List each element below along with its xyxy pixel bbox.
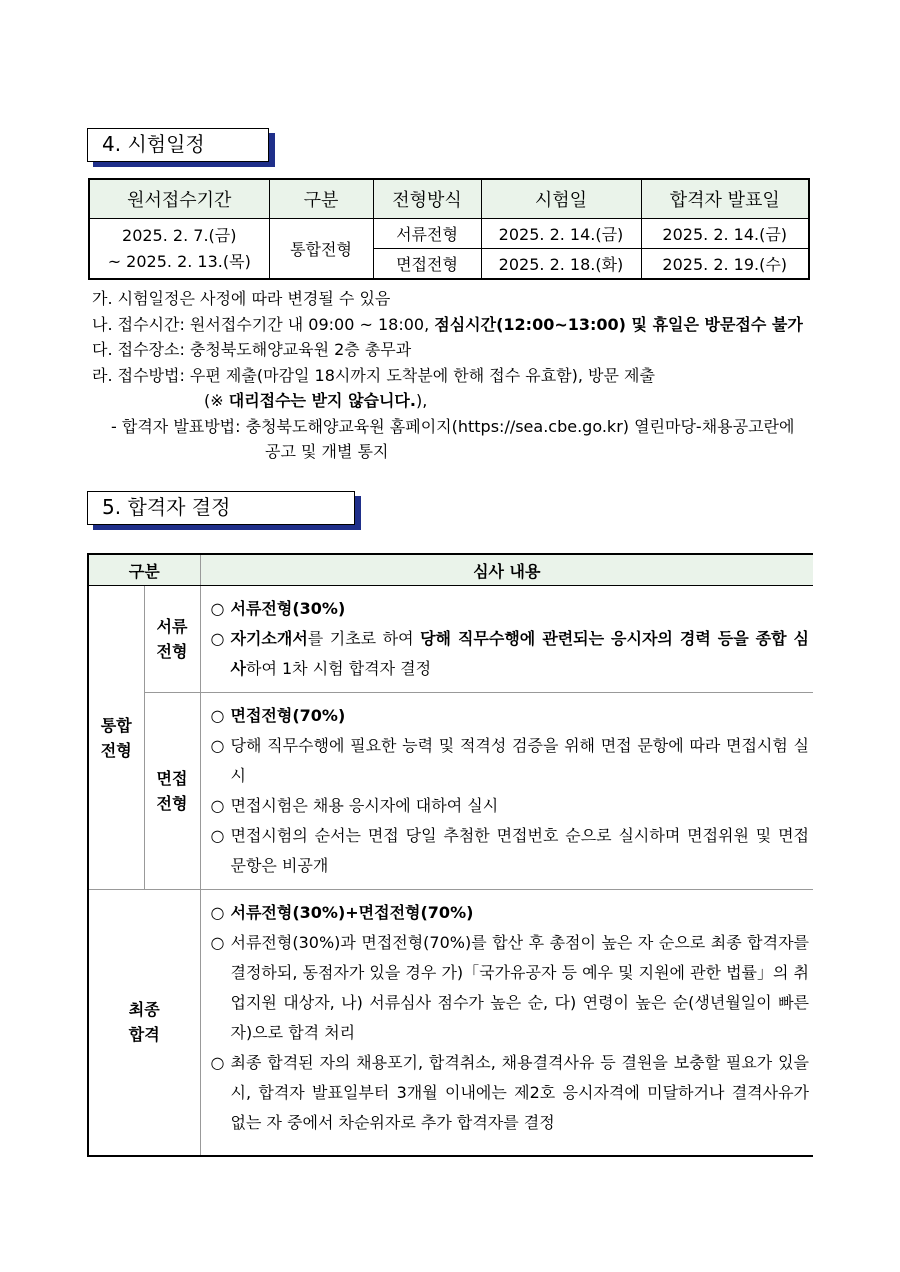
interview-label-line2: 전형 <box>156 794 188 813</box>
note-ra-proxy-bold: 대리접수는 받지 않습니다. <box>228 391 416 410</box>
final-item-3: 최종 합격된 자의 채용포기, 합격취소, 채용결격사유 등 결원을 보충할 필요가 있을 시, 합격자 발표일부터 3개월 이내에는 제2호 응시자격에 미달하거나 결격사유가 없는 자 중에서 차순위자로 추가 합격자를 결정 <box>230 1053 810 1132</box>
category-cell: 통합전형 <box>269 219 373 280</box>
header-application-period: 원서접수기간 <box>89 179 269 219</box>
bullet-mark: ○ <box>210 826 225 845</box>
exam-date-cell: 2025. 2. 18.(화) <box>481 249 641 280</box>
doc-label-line2: 전형 <box>156 642 188 661</box>
table-row <box>88 586 813 693</box>
interview-item-3: 면접시험은 채용 응시자에 대하여 실시 <box>230 796 499 815</box>
interview-label-line1: 면접 <box>156 769 188 788</box>
note-ga: 가. 시험일정은 사정에 따라 변경될 수 있음 <box>92 289 391 308</box>
bullet-mark: ○ <box>210 599 225 618</box>
doc-label-line1: 서류 <box>156 617 188 636</box>
bullet-mark: ○ <box>210 903 225 922</box>
note-ra: 라. 접수방법: 우편 제출(마감일 18시까지 도착분에 한해 접수 유효함), 방문 제출 <box>92 365 655 385</box>
bullet-mark: ○ <box>210 736 225 755</box>
list-item <box>207 928 810 1048</box>
announce-date-cell: 2025. 2. 19.(수) <box>641 249 809 280</box>
list-item <box>207 898 810 928</box>
header-category: 구분 <box>88 554 200 586</box>
schedule-table <box>88 178 810 280</box>
interview-label <box>144 693 200 890</box>
interview-content <box>200 693 813 890</box>
doc-item-2-bold1: 자기소개서 <box>230 629 308 648</box>
application-period-cell <box>89 219 269 280</box>
bullet-mark: ○ <box>210 796 225 815</box>
note-announce-method: - 합격자 발표방법: 충청북도해양교육원 홈페이지(https://sea.cbe.go.kr) 열린마당-채용공고란에 <box>111 416 795 436</box>
doc-item-2-text1: 를 기초로 하여 <box>307 629 421 648</box>
interview-item-2: 당해 직무수행에 필요한 능력 및 적격성 검증을 위해 면접 문항에 따라 면접시험 실시 <box>230 736 810 785</box>
final-pass-label <box>88 890 200 1156</box>
note-na-text: 나. 접수시간: 원서접수기간 내 09:00 ~ 18:00, <box>92 314 435 334</box>
header-announce-date: 합격자 발표일 <box>641 179 809 219</box>
list-item <box>207 821 810 881</box>
decision-table <box>87 553 813 1157</box>
list-item <box>207 594 810 624</box>
header-exam-date: 시험일 <box>481 179 641 219</box>
final-label-line1: 최종 <box>128 1000 160 1020</box>
method-cell: 면접전형 <box>373 249 481 280</box>
doc-screening-label <box>144 586 200 693</box>
announce-date-cell: 2025. 2. 14.(금) <box>641 219 809 249</box>
header-method: 전형방식 <box>373 179 481 219</box>
note-na <box>92 312 822 338</box>
period-start: 2025. 2. 7.(금) <box>122 225 237 245</box>
period-end: ~ 2025. 2. 13.(목) <box>107 251 251 271</box>
final-item-1: 서류전형(30%)+면접전형(70%) <box>230 903 474 922</box>
list-item <box>207 701 810 731</box>
final-pass-content <box>200 890 813 1156</box>
list-item <box>207 1048 810 1138</box>
interview-item-1: 면접전형(70%) <box>230 706 346 725</box>
method-cell: 서류전형 <box>373 219 481 249</box>
doc-screening-content <box>200 586 813 693</box>
header-review-content: 심사 내용 <box>200 554 813 586</box>
list-item <box>207 791 810 821</box>
integrated-label-line1: 통합 <box>100 715 132 735</box>
integrated-label-line2: 전형 <box>100 740 132 760</box>
doc-item-2-text2: 하여 1차 시험 합격자 결정 <box>245 659 432 678</box>
table-row <box>88 693 813 890</box>
interview-item-4: 면접시험의 순서는 면접 당일 추첨한 면접번호 순으로 실시하며 면접위원 및 면접 문항은 비공개 <box>230 826 810 875</box>
note-da: 다. 접수장소: 충청북도해양교육원 2층 총무과 <box>92 340 412 359</box>
list-item <box>207 624 810 684</box>
list-item <box>207 731 810 791</box>
schedule-header-row <box>89 179 809 219</box>
bullet-mark: ○ <box>210 1053 225 1072</box>
final-item-2: 서류전형(30%)과 면접전형(70%)를 합산 후 총점이 높은 자 순으로 최종 합격자를 결정하되, 동점자가 있을 경우 가)「국가유공자 등 예우 및 지원에 관한 법률」의 취업지원 대상자, 나) 서류심사 점수가 높은 순, 다) 연령이 높은 순(생년월일이 빠른자)으로 합격 처리 <box>230 933 810 1042</box>
note-ra-proxy-open: (※ <box>204 391 229 410</box>
doc-item-2-bold2: 당해 직무수행에 관련되는 응시자의 경력 등을 종합 심사 <box>230 629 810 678</box>
section-5-title: 5. 합격자 결정 <box>87 491 355 525</box>
bullet-mark: ○ <box>210 933 225 952</box>
note-na-bold: 점심시간(12:00~13:00) 및 휴일은 방문접수 불가 <box>434 314 803 334</box>
integrated-label <box>88 586 144 890</box>
schedule-notes <box>92 286 822 465</box>
bullet-mark: ○ <box>210 629 225 648</box>
final-label-line2: 합격 <box>128 1025 160 1045</box>
header-category: 구분 <box>269 179 373 219</box>
decision-header-row <box>88 554 813 586</box>
table-row <box>88 890 813 1156</box>
doc-item-1: 서류전형(30%) <box>230 599 346 618</box>
note-announce-method-cont: 공고 및 개별 통지 <box>265 442 389 461</box>
exam-date-cell: 2025. 2. 14.(금) <box>481 219 641 249</box>
section-4-title: 4. 시험일정 <box>87 128 269 162</box>
bullet-mark: ○ <box>210 706 225 725</box>
note-ra-proxy-close: ), <box>415 391 428 410</box>
table-row <box>89 219 809 249</box>
note-ra-proxy <box>92 388 822 414</box>
